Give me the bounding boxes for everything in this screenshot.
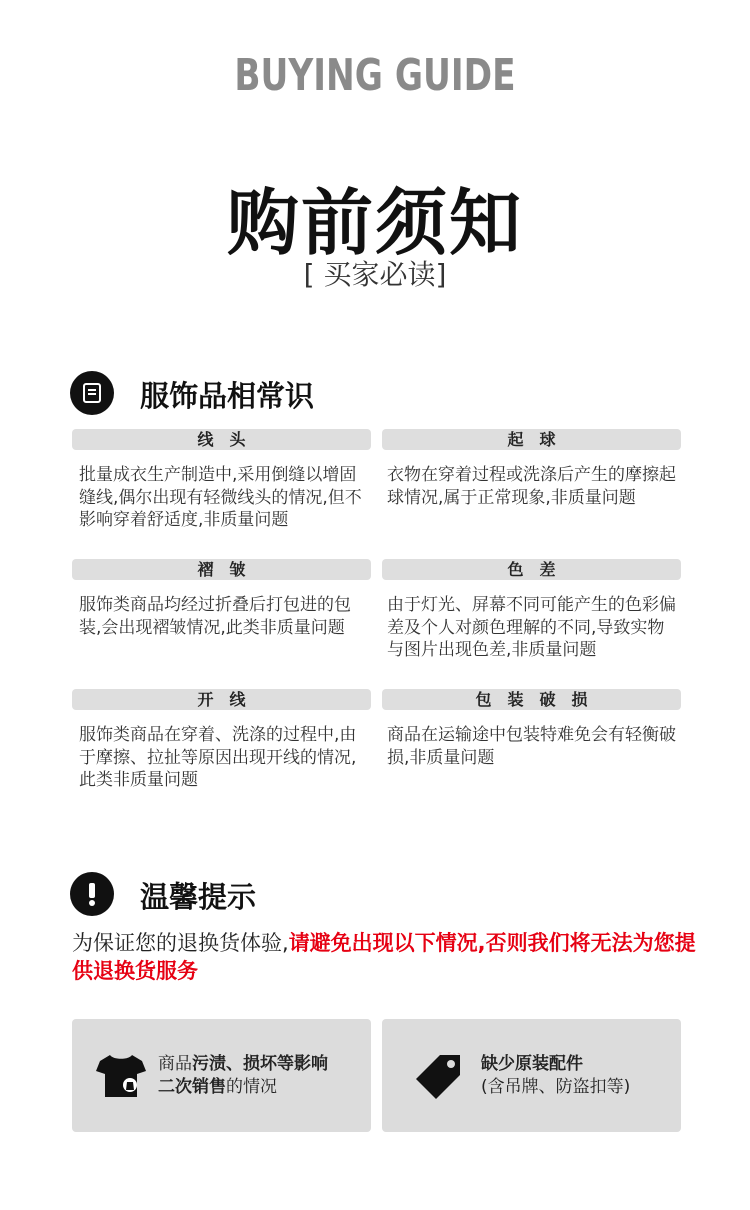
label-bar-package-damage: 包装破损 — [382, 689, 681, 710]
label-bar-open-seam: 开线 — [72, 689, 371, 710]
price-tag-icon — [416, 1053, 462, 1103]
desc-wrinkle: 服饰类商品均经过折叠后打包进的包装,会出现褶皱情况,此类非质量问题 — [79, 595, 351, 638]
section-title-warm-tips: 温馨提示 — [140, 880, 257, 914]
exclamation-icon — [70, 872, 114, 916]
desc-pilling: 衣物在穿着过程或洗涤后产生的摩擦起球情况,属于正常现象,非质量问题 — [387, 465, 676, 508]
card-stain-damage — [72, 1019, 371, 1132]
page-subtitle: [ 买家必读] — [303, 258, 447, 291]
page-title: 购前须知 — [226, 181, 523, 265]
desc-package-damage: 商品在运输途中包装特难免会有轻衡破损,非质量问题 — [387, 725, 676, 768]
desc-thread: 批量成衣生产制造中,采用倒缝以增固缝线,偶尔出现有轻微线头的情况,但不影响穿着舒适度,非质量问题 — [79, 465, 362, 530]
card-accessories-text: 缺少原装配件 (含吊牌、防盗扣等) — [481, 1054, 631, 1097]
desc-color-difference: 由于灯光、屏幕不同可能产生的色彩偏差及个人对颜色理解的不同,导致实物与图片出现色差,非质量问题 — [387, 595, 676, 660]
notice-plain: 为保证您的退换货体验, — [72, 931, 289, 955]
label-bar-pilling: 起球 — [382, 429, 681, 450]
section-title-clothing-knowledge: 服饰品相常识 — [140, 379, 315, 413]
return-notice — [72, 929, 702, 985]
desc-open-seam: 服饰类商品在穿着、洗涤的过程中,由于摩擦、拉扯等原因出现开线的情况,此类非质量问题 — [79, 725, 357, 790]
stained-shirt-icon — [96, 1053, 146, 1103]
notice-warning: 请避免出现以下情况,否则我们将无法为您提供退换货服务 — [72, 931, 696, 983]
card-missing-accessories — [382, 1019, 681, 1132]
card-stain-text: 商品污渍、损坏等影响 二次销售的情况 — [158, 1054, 328, 1097]
label-bar-color-difference: 色差 — [382, 559, 681, 580]
english-title: BUYING GUIDE — [234, 50, 516, 101]
book-icon — [70, 371, 114, 415]
label-bar-thread: 线头 — [72, 429, 371, 450]
label-bar-wrinkle: 褶皱 — [72, 559, 371, 580]
